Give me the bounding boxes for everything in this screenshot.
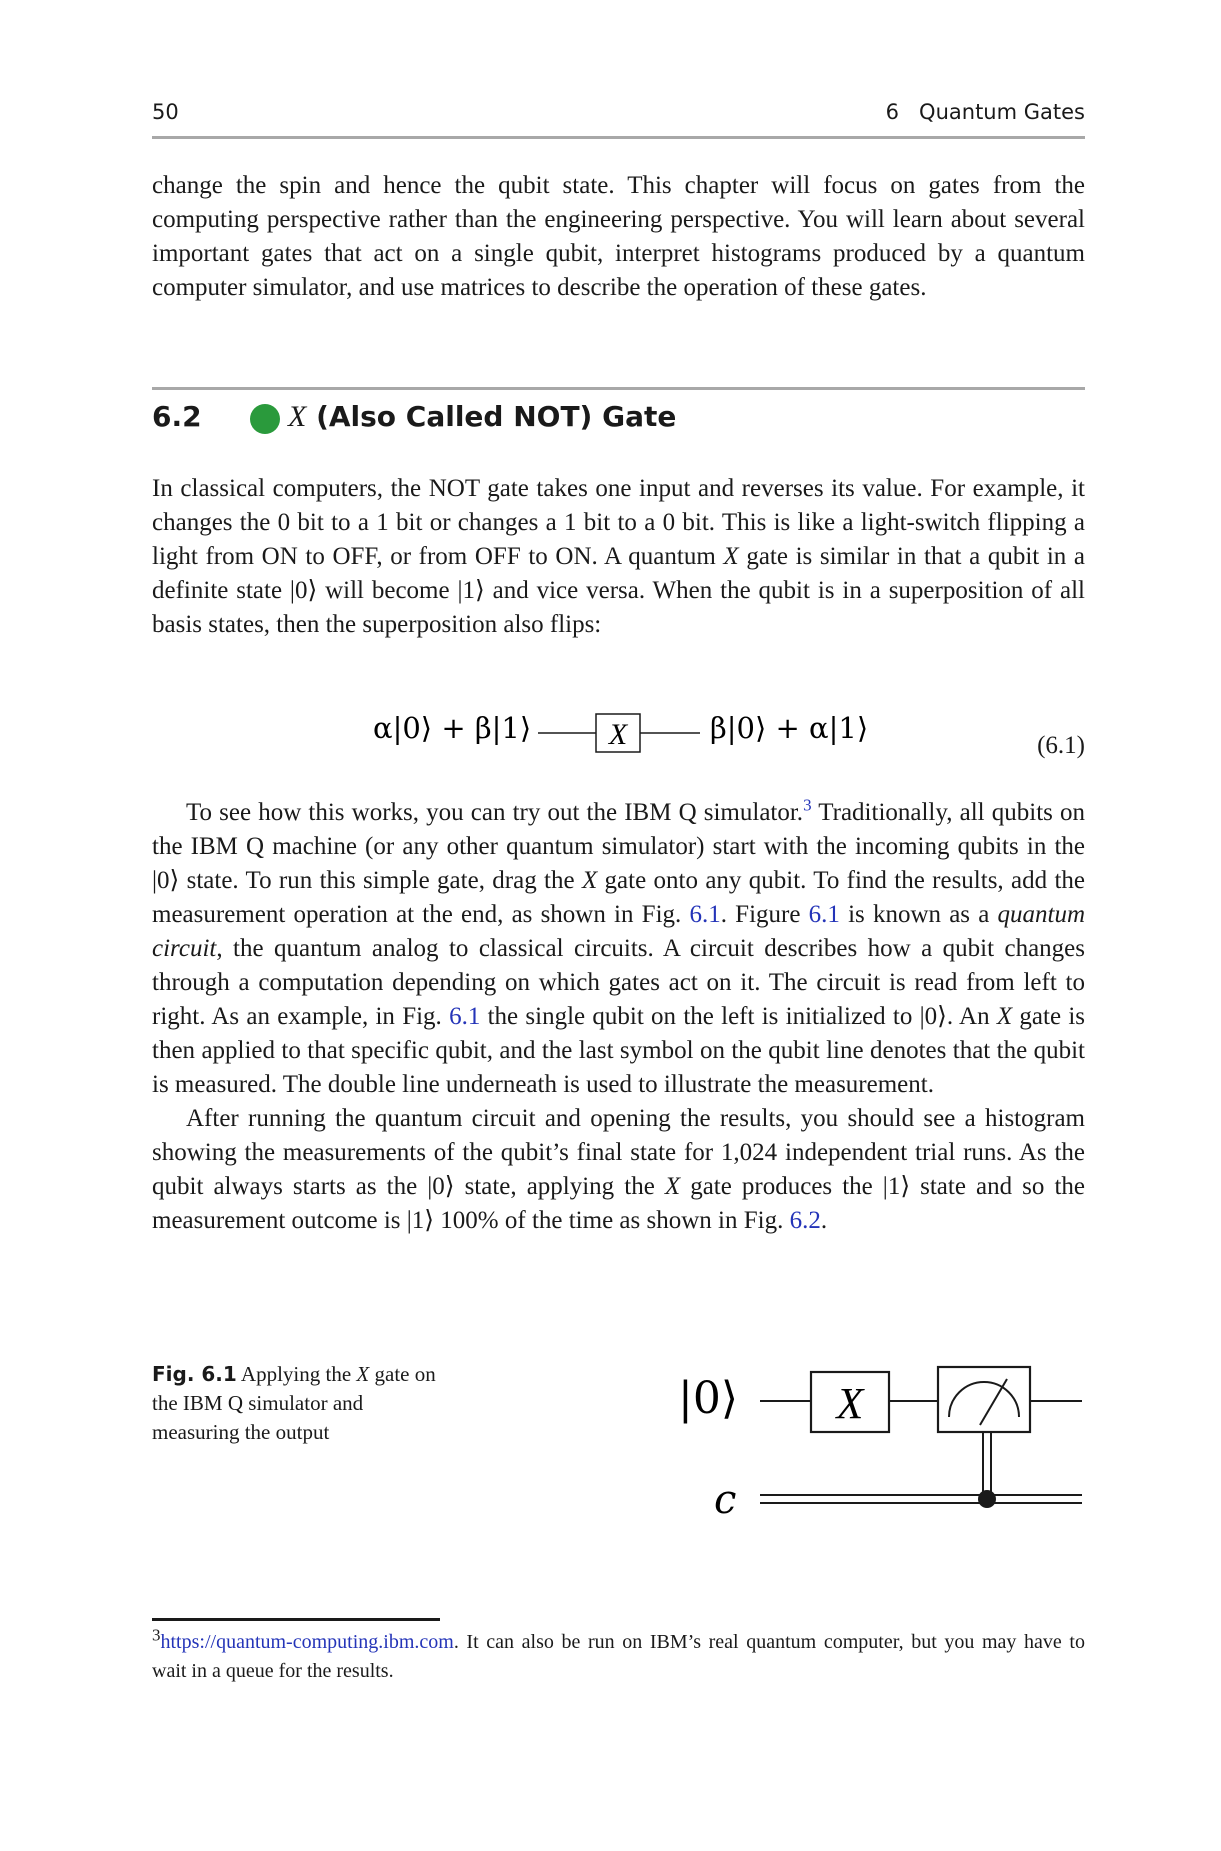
intro-paragraph: change the spin and hence the qubit state. This chapter will focus on gates from the computing perspective rather than the engineering perspective. You will learn about several important gates that act on a single qubit, interpret histograms produced by a quantum computer simulator, and use matrices to describe the operation of these gates. (152, 172, 1085, 301)
paragraph-2: To see how this works, you can try out the IBM Q simulator.$^3$ Traditionally, all qubits on the IBM Q machine (or any other quantum simulator) start with the incoming qubits in the |0⟩ state. To run this simple gate, drag the X gate onto any qubit. To find the results, add the measurement operation at the end, as shown in Fig. 6.1. Figure 6.1 is known as a quantum circuit, the quantum analog to classical circuits. A circuit describes how a qubit changes through a computation depending on which gates act on it. The circuit is read from left to right. As an example, in Fig. 6.1 the single qubit on the left is initialized to |0⟩. An X gate is then applied to that specific qubit, and the last symbol on the qubit line denotes that the qubit is measured. The double line underneath is used to illustrate the measurement. After running the quantum circuit and opening the results, you should see a histogram showing the measurements of the qubit’s final state for 1,024 independent trial runs. As the qubit always starts as the |0⟩ state, applying the X gate produces the |1⟩ state and so the measurement outcome is |1⟩ 100% of the time as shown in Fig. 6.2. (152, 795, 1085, 1234)
header-rule (152, 136, 1085, 139)
figure-ref-link[interactable]: 6.1 (689, 901, 721, 928)
meter-dial-icon (949, 1382, 1019, 1417)
equation-right: β|0⟩ + α|1⟩ (710, 711, 869, 745)
quantum-circuit-diagram (660, 1355, 1090, 1530)
x-gate-label: X (836, 1379, 864, 1428)
figure-ref-link[interactable]: 6.2 (789, 1207, 821, 1234)
meter-needle-icon (980, 1379, 1007, 1425)
footnote-url-link[interactable]: https://quantum-computing.ibm.com (160, 1631, 454, 1653)
green-dot-icon (250, 404, 280, 434)
figure-ref-link[interactable]: 6.1 (808, 901, 840, 928)
control-dot-icon (978, 1490, 996, 1508)
equation-gate-label: X (608, 718, 628, 751)
figure-caption: Fig. 6.1 Applying the X gate on the IBM Q simulator and measuring the output (152, 1362, 436, 1444)
equation-left: α|0⟩ + β|1⟩ (373, 711, 532, 745)
section-title-symbol: X (288, 400, 307, 433)
running-header: 6 Quantum Gates (885, 100, 1085, 124)
footnote-marker[interactable]: 3 (803, 795, 812, 815)
classical-bit-label: c (714, 1477, 737, 1523)
paragraph-1: In classical computers, the NOT gate takes one input and reverses its value. For example, it changes the 0 bit to a 1 bit or changes a 1 bit to a 0 bit. This is like a light-switch flipping a light from ON to OFF, or from OFF to ON. A quantum X gate is similar in that a qubit in a definite state |0⟩ will become |1⟩ and vice versa. When the qubit is in a superposition of all basis states, then the superposition also flips: (152, 475, 1085, 638)
equation-6-1 (360, 700, 880, 760)
qubit-label: |0⟩ (678, 1373, 738, 1424)
footnote-number: 3 (152, 1625, 161, 1645)
footnote-rule (152, 1618, 440, 1621)
section-title (288, 400, 676, 434)
term-quantum-circuit: quantum circuit (152, 901, 1085, 962)
measurement-box (938, 1367, 1030, 1432)
section-title-text: (Also Called NOT) Gate (306, 400, 677, 433)
figure-label: Fig. 6.1 (152, 1362, 237, 1386)
section-rule (152, 387, 1085, 390)
page-number: 50 (152, 100, 179, 124)
section-number: 6.2 (152, 400, 202, 433)
equation-number: (6.1) (1037, 732, 1085, 759)
footnote: $^3$https://quantum-computing.ibm.com. It can also be run on IBM’s real quantum computer, but you may have to wait in a queue for the results. (152, 1625, 1085, 1682)
figure-ref-link[interactable]: 6.1 (449, 1003, 481, 1030)
